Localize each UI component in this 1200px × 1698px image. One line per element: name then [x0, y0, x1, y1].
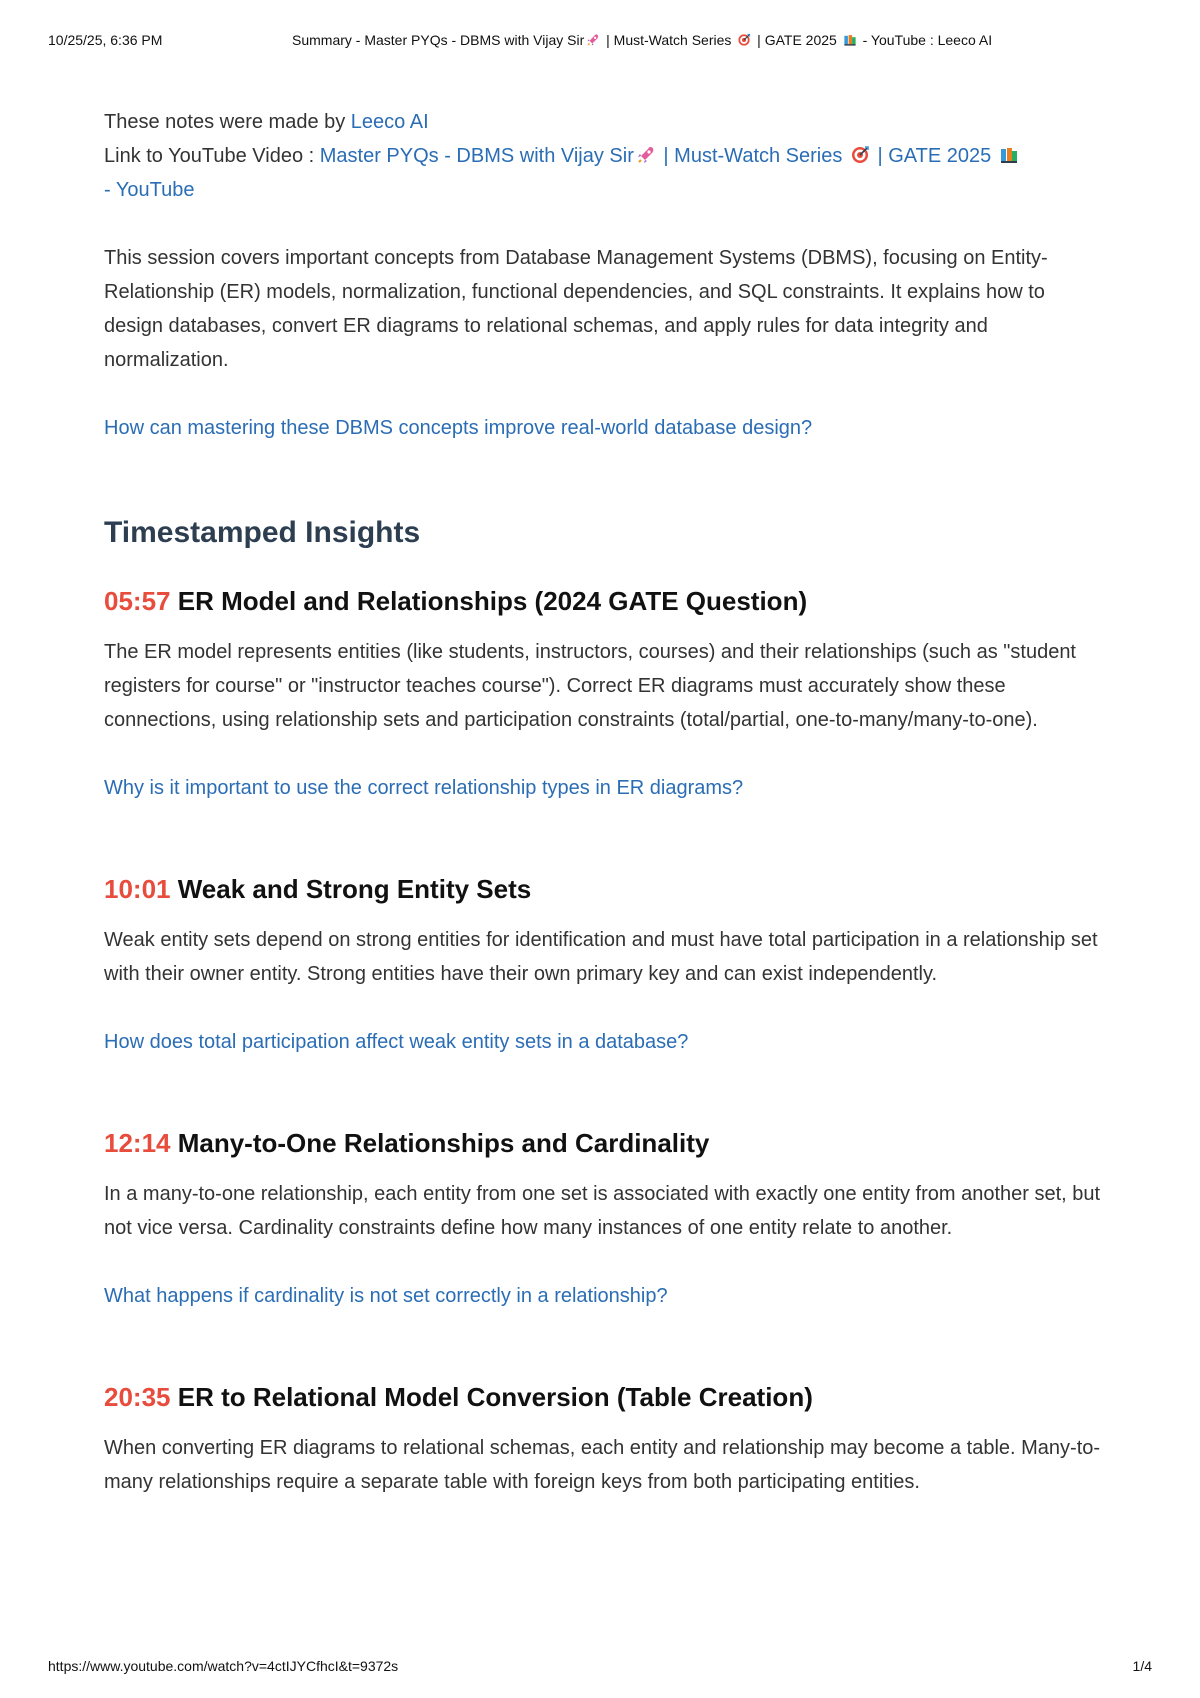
intro-block: [104, 105, 1104, 207]
video-link-part4: - YouTube: [104, 179, 195, 201]
insight-title: [104, 583, 1104, 619]
timestamp-link[interactable]: 10:01: [104, 874, 171, 904]
made-by-prefix: These notes were made by: [104, 111, 351, 133]
books-icon: [999, 145, 1019, 165]
target-icon: [850, 145, 870, 165]
summary-text: This session covers important concepts from Database Management Systems (DBMS), focusing on Entity-Relationship (ER) models, normalization, functional dependencies, and SQL constraints. It explains how to design databases, convert ER diagrams to relational schemas, and apply rules for data integrity and normalization.: [104, 247, 1048, 371]
insight-question-link[interactable]: How does total participation affect weak entity sets in a database?: [104, 1031, 689, 1053]
insight-body: When converting ER diagrams to relational schemas, each entity and relationship may become a table. Many-to-many relationships require a separate table with foreign keys from both participating entities.: [104, 1437, 1101, 1493]
insight-section: [104, 871, 1104, 1059]
insight-section: [104, 1125, 1104, 1313]
insight-title-text: ER Model and Relationships (2024 GATE Question): [170, 586, 808, 616]
print-footer: [0, 1658, 1200, 1678]
print-title-part3: | GATE 2025: [753, 32, 841, 48]
print-header: [0, 32, 1200, 52]
made-by-line: [104, 105, 1104, 139]
insight-section: [104, 583, 1104, 805]
print-title-part1: Summary - Master PYQs - DBMS with Vijay Sir: [292, 32, 585, 48]
timestamp-link[interactable]: 12:14: [104, 1128, 171, 1158]
insight-question-link[interactable]: What happens if cardinality is not set correctly in a relationship?: [104, 1285, 668, 1307]
video-link-part3: | GATE 2025: [871, 145, 997, 167]
insight-title-text: Weak and Strong Entity Sets: [170, 874, 532, 904]
document-content: [104, 105, 1104, 1499]
insight-title-text: Many-to-One Relationships and Cardinality: [170, 1128, 710, 1158]
insight-body: The ER model represents entities (like students, instructors, courses) and their relationships (such as "student registers for course" or "instructor teaches course"). Correct ER diagrams must accurately show these connections, using relationship sets and participation constraints (total/partial, one-to-many/many-to-one).: [104, 641, 1076, 731]
print-title-part2: | Must-Watch Series: [602, 32, 736, 48]
timestamp-link[interactable]: 20:35: [104, 1382, 171, 1412]
target-icon: [737, 33, 751, 47]
insight-title: [104, 1125, 1104, 1161]
insight-question-link[interactable]: Why is it important to use the correct relationship types in ER diagrams?: [104, 777, 744, 799]
summary-question-link[interactable]: How can mastering these DBMS concepts improve real-world database design?: [104, 417, 813, 439]
leeco-ai-link[interactable]: Leeco AI: [350, 111, 429, 133]
insight-body: Weak entity sets depend on strong entities for identification and must have total participation in a relationship set with their owner entity. Strong entities have their own primary key and can exist independently.: [104, 929, 1098, 985]
video-link-part2: | Must-Watch Series: [657, 145, 848, 167]
video-link-part1: Master PYQs - DBMS with Vijay Sir: [319, 145, 634, 167]
timestamp-link[interactable]: 05:57: [104, 586, 171, 616]
rocket-icon: [586, 33, 600, 47]
video-link-line: [104, 139, 1104, 207]
print-url: https://www.youtube.com/watch?v=4ctIJYCfhcI&t=9372s: [48, 1658, 399, 1674]
rocket-icon: [636, 145, 656, 165]
insight-title: [104, 871, 1104, 907]
video-link-prefix: Link to YouTube Video :: [104, 145, 320, 167]
print-date: 10/25/25, 6:36 PM: [48, 32, 163, 48]
books-icon: [843, 33, 857, 47]
page-number: 1/4: [1132, 1658, 1152, 1674]
timestamped-insights-heading: Timestamped Insights: [104, 516, 421, 549]
insight-title: [104, 1379, 1104, 1415]
insight-body: In a many-to-one relationship, each entity from one set is associated with exactly one entity from another set, but not vice versa. Cardinality constraints define how many instances of one entity relate to another.: [104, 1183, 1101, 1239]
print-title-part4: - YouTube : Leeco AI: [858, 32, 993, 48]
insight-section: [104, 1379, 1104, 1499]
insight-title-text: ER to Relational Model Conversion (Table Creation): [170, 1382, 813, 1412]
print-title: [292, 32, 992, 48]
